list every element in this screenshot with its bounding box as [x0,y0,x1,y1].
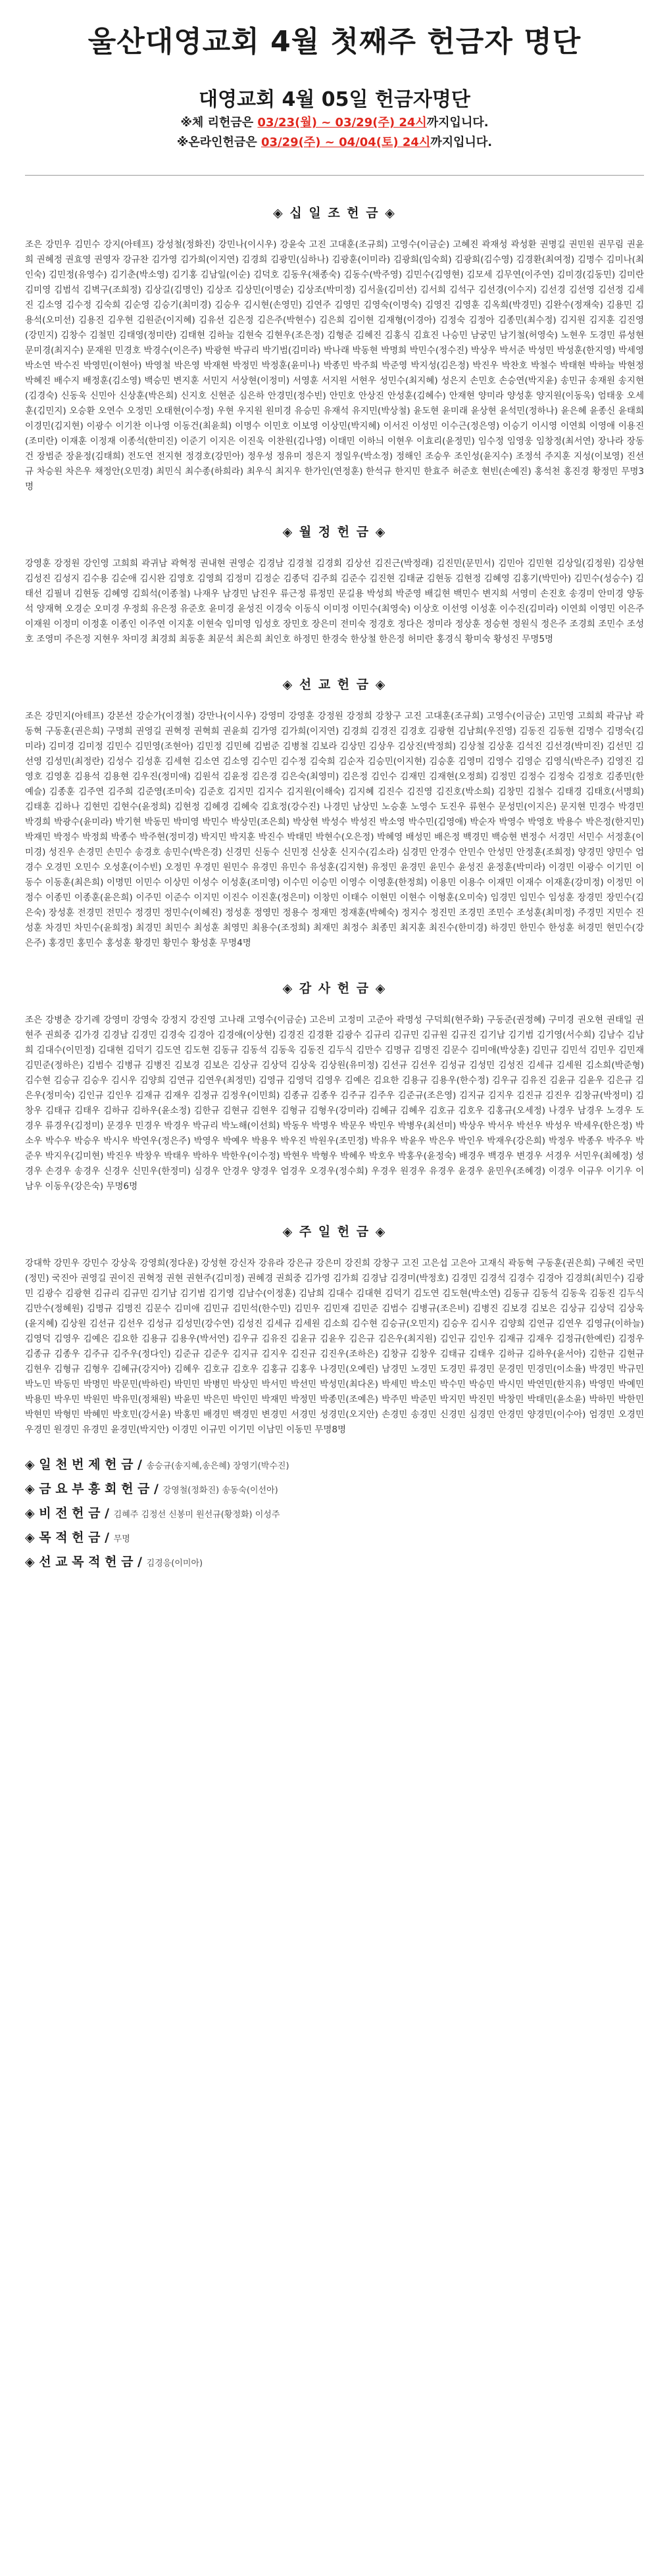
section-heading: ◈ 월 정 헌 금 ◈ [282,525,387,539]
page-title: 울산대영교회 4월 첫째주 헌금자 명단 [87,25,582,59]
section-thanksgiving [25,979,644,1194]
notice-prefix: ※온라인헌금은 [176,135,261,149]
offering-row-friday-revival [25,1478,644,1502]
offering-label: ◈ 비 전 헌 금 / [25,1506,110,1520]
offering-row-vision [25,1502,644,1526]
notice-online [25,133,644,153]
notice-date-range: 03/29(주) ~ 04/04(토) 24시 [260,135,431,149]
notice-offline [25,113,644,133]
donor-names: 강대학 강민우 강민수 강상욱 강영희(정다운) 강성현 강신자 강유라 강은규 강은미 강진희 강창구 고진 고은섭 고은아 고재식 곽동혁 구동훈(권은희) 구혜진 국민(정민) 국진아 권영길 권이진 권혁정 권현 권현주(김미정) 권혜경 권희중 김가영 김가희 김경남 김경미(박정호) 김경민 김경석 김경수 김경아 김경희(최민수) 김광민 김광수 김광현 김규리 김규민 김기남 김기범 김기영 김남수(이정훈) 김남희 김대수 김대현 김덕기 김도연 김도현(박소연) 김동규 김동석 김동욱 김동진 김두식 김만수(정혜원) 김명규 김명진 김문수 김미애 김민규 김민석(한수민) 김민우 김민재 김민준 김범수 김병규(조은비) 김병진 김보경 김보은 김상규 김상덕 김상욱(윤지혜) 김상원 김선규 김선우 김성규 김성민(강수연) 김성진 김세규 김세원 김소희 김수현 김승규(오민지) 김승우 김시우 김양희 김연규 김연우 김영규(이하늘) 김영덕 김영우 김예은 김요한 김용규 김용우(박서연) 김우규 김유진 김윤규 김윤우 김은규 김은우(최지원) 김인규 김인우 김재규 김재우 김정규(한예린) 김정우 김종규 김종우 김주규 김주우(정다인) 김준규 김준우 김지규 김지우 김진규 김진우(조하은) 김창규 김창우 김태규 김태우 김하규 김하우(윤서아) 김한규 김현규 김현우 김형규 김형우 김혜규(강지아) 김혜우 김호규 김호우 김홍규 김홍우 나경민(오예린) 남경민 노경민 도경민 류경민 문경민 민경민(이소율) 박경민 박규민 박노민 박동민 박명민 박문민(박하린) 박민민 박병민 박상민 박서민 박선민 박성민(최다온) 박세민 박소민 박수민 박승민 박시민 박연민(한지유) 박영민 박예민 박용민 박우민 박원민 박유민(정채원) 박윤민 박은민 박인민 박재민 박정민 박종민(조예은) 박주민 박준민 박지민 박진민 박창민 박태민(윤소윤) 박하민 박한민 박현민 박형민 박혜민 박호민(강서윤) 박홍민 배경민 백경민 변경민 서경민 성경민(오지안) 손경민 송경민 신경민 심경민 안경민 양경민(이수아) 엄경민 오경민 우경민 원경민 유경민 윤경민(박지안) 이경민 이규민 이기민 이남민 이동민 무명8명 [25,1258,644,1435]
notice-suffix: 까지입니다. [426,116,489,130]
section-monthly [25,522,644,647]
section-tithe [25,203,644,495]
notice-suffix: 까지입니다. [430,135,493,149]
offering-label: ◈ 선 교 목 적 헌 금 / [25,1555,142,1569]
offering-names: 김경응(이미아) [146,1559,203,1568]
special-offerings [25,1453,644,1575]
section-mission [25,675,644,951]
donor-names: 조은 강민지(아테프) 강본선 강순가(이경철) 강만나(이시우) 강영미 강영훈 강정원 강정희 강창구 고진 고대훈(조규희) 고영수(이금순) 고민영 고희희 곽규남 곽동혁 구동훈(권은희) 구명희 권영길 권혁정 권혁희 권윤희 김가영 김가희(이지연) 김경희 김경진 김경호 김광현 김남희(우진영) 김동진 김동현 김명수 김명숙(김미라) 김미경 김미정 김민수 김민영(조현아) 김민정 김민혜 김범준 김병철 김보라 김상민 김상우 김상진(박정희) 김상철 김상훈 김석진 김선경(박미진) 김선민 김선영 김성민(최정란) 김성수 김성훈 김세현 김소연 김소영 김수민 김수정 김숙희 김순자 김승민(이지현) 김승훈 김영미 김영수 김영순 김영식(박은주) 김영진 김영호 김영훈 김용석 김용현 김우진(정미애) 김원석 김윤정 김은경 김은숙(최영미) 김은정 김인수 김재민 김재현(오정희) 김정민 김정수 김정숙 김정호 김종민(한예슬) 김종훈 김주연 김주희 김준영(조미숙) 김준호 김지민 김지수 김지원(이해숙) 김지혜 김진수 김진영 김진호(박소희) 김창민 김철수 김태경 김태호(서명희) 김태훈 김하나 김현민 김현수(윤정희) 김현정 김혜경 김혜숙 김효정(강수진) 나경민 남상민 노승훈 노영수 도진우 류현수 문성민(이지은) 문지현 민경수 박경민 박경희 박광수(윤미라) 박기현 박동민 박미영 박민수 박상민(조은희) 박상현 박성수 박성진 박소영 박수민(김영애) 박순자 박영수 박영호 박용수 박은정(한지민) 박재민 박정수 박정희 박종수 박주현(정미경) 박지민 박지훈 박진수 박태민 박현수(오은정) 박혜영 배성민 배은정 백경민 백승현 변정수 서경민 서민수 서정훈(이미경) 성진우 손경민 손민수 송경호 송민수(박은경) 신경민 신동수 신민정 신상훈 신지수(김소라) 심경민 안경수 안민수 안성민 안정훈(조희정) 양경민 양민수 엄경수 오경민 오민수 오성훈(이수빈) 오정민 우경민 원민수 유경민 유민수 유성훈(김지현) 유정민 윤경민 윤민수 윤성진 윤정훈(박미라) 이경민 이광수 이기민 이동수 이동훈(최은희) 이명민 이민수 이상민 이성수 이성훈(조미영) 이수민 이승민 이영수 이영훈(한정희) 이용민 이용수 이재민 이재수 이재훈(강미정) 이정민 이정수 이종민 이종훈(윤은희) 이주민 이준수 이지민 이진수 이진훈(정은미) 이창민 이태수 이현민 이현수 이형훈(오미숙) 임경민 임민수 임성훈 장경민 장민수(김은숙) 장성훈 전경민 전민수 정경민 정민수(이혜진) 정성훈 정영민 정용수 정재민 정재훈(박혜숙) 정지수 정진민 조경민 조민수 조성훈(최미정) 주경민 지민수 진성훈 차경민 차민수(윤희정) 최경민 최민수 최성훈 최영민 최용수(조정희) 최재민 최정수 최종민 최지훈 최진수(한미경) 하경민 한민수 한성훈 허경민 현민수(강은주) 홍경민 홍민수 홍성훈 황경민 황민수 황성훈 무명4명 [25,711,644,948]
offering-label: ◈ 금 요 부 흥 회 헌 금 / [25,1482,159,1496]
notice-date-range: 03/23(월) ~ 03/29(주) 24시 [257,116,427,130]
offering-label: ◈ 목 적 헌 금 / [25,1530,110,1545]
offering-row-mission-purpose [25,1551,644,1575]
donor-names: 강영훈 강정원 강인영 고희희 곽귀남 곽혁정 권내현 권영순 김경남 김경철 김경회 김상선 김진근(박정래) 김진민(문민서) 김민아 김민현 김상일(김정원) 김상현 김성진 김성지 김수용 김순애 김시완 김영호 김영희 김정미 김정순 김종덕 김주희 김준수 김진현 김태균 김현동 김현정 김혜영 김홍기(박민아) 김민수(성승수) 김태선 김필녀 김현동 김혜영 김희석(이종철) 나재우 남경민 남진우 류근정 류정민 문길용 박성희 박준영 배길현 백민수 변지희 서영미 손진호 송경미 안미경 양동석 양재혁 오경순 오미경 우정희 유은정 유준호 윤미경 윤성진 이경숙 이동식 이미정 이민수(최영숙) 이상호 이선영 이성훈 이수진(김미라) 이연희 이영민 이은주 이재원 이정미 이정훈 이종인 이주연 이지훈 이현숙 임미영 임성호 장민호 장은미 전미숙 정경호 정다은 정미라 정상훈 정승현 정원식 정은주 조경희 조민수 조성호 조영미 주은정 지현우 차미경 최경희 최동훈 최문석 최은희 최인호 하정민 한경숙 한상철 한은정 허미란 홍경식 황미숙 황성진 무명5명 [25,558,644,644]
offering-row-purpose [25,1526,644,1551]
offering-label: ◈ 일 천 번 제 헌 금 / [25,1457,142,1472]
section-heading: ◈ 십 일 조 헌 금 ◈ [273,206,396,220]
offering-row-thousand [25,1453,644,1478]
page-subtitle: 대영교회 4월 05일 헌금자명단 [199,88,470,111]
offering-names: 김혜주 김정선 신봉미 원선규(황정화) 이성주 [113,1510,280,1520]
divider [25,175,644,176]
donor-names: 조은 강민우 김민수 강지(아테프) 강성철(정화진) 강민나(이시우) 강윤숙 고진 고대훈(조규희) 고영수(이금순) 고혜진 곽재성 곽성환 권명길 권민원 권무림 권윤희 권혜정 권효영 권영자 강규찬 김가영 김가희(이지연) 김경희 김광민(심하나) 김광훈(이미라) 김광희(임숙희) 김광희(김수영) 김경환(최여정) 김명수 김미나(최인숙) 김민정(유영수) 김기춘(박소영) 김기홍 김남일(이순) 김덕호 김동우(채종숙) 김동수(박주영) 김민수(김영현) 김모세 김무연(이주연) 김미경(김동민) 김미란 김미영 김범석 김벽구(조희정) 김상길(김명인) 김상조 김상민(이명순) 김상조(박미정) 김서울(김미선) 김서희 김석구 김선경(이수지) 김선경 김선영 김선정 김세진 김소영 김수정 김숙희 김순영 김승기(최미경) 김승우 김시현(손영민) 김연주 김영민 김영숙(이명숙) 김영진 김영훈 김옥희(박경민) 김완수(정재숙) 김용민 김용석(오미선) 김용진 김우현 김원준(이지혜) 김유선 김은정 김은주(박현수) 김은희 김이현 김재형(이경아) 김정숙 김정아 김종민(최수정) 김지원 김지훈 김진영(강민지) 김창수 김철민 김태영(정미란) 김태현 김하늘 김현숙 김현우(조은정) 김형준 김혜진 김홍식 김효진 나승민 남궁민 남기철(허영숙) 노현우 도경민 류성현 문미경(최지수) 문재원 민경호 박경수(이은주) 박광현 박규리 박기범(김미라) 박나래 박동현 박명희 박민수(정수진) 박상우 박서준 박성민 박성훈(한지영) 박세영 박소연 박수진 박영민(이현아) 박영철 박은영 박재현 박정민 박정훈(윤미나) 박종민 박주희 박준영 박지성(김은정) 박진우 박찬호 박철수 박태현 박하늘 박현정 박혜진 배수지 배정훈(김소영) 백승민 변지훈 서민지 서상현(이정미) 서영훈 서지원 서현우 성민수(최지혜) 성은지 손민호 손승연(박지윤) 송민규 송재원 송지현(김경숙) 신동욱 신민아 신상훈(박은희) 신지호 신현준 심은하 안경민(정수빈) 안민호 안상진 안성훈(김혜수) 안재현 양미라 양성훈 양지원(이동욱) 엄태웅 오세훈(김민지) 오승환 오연수 오정민 오태현(이수정) 우현 우지원 원미경 유승민 유재석 유지민(박상철) 윤도현 윤미래 윤상현 윤석민(정하나) 윤은혜 윤종신 윤태희 이경민(김지현) 이광수 이기찬 이나영 이동건(최윤희) 이명수 이민호 이보영 이상민(박지혜) 이서진 이성민 이수근(정은영) 이승기 이시영 이연희 이영애 이용진(조미란) 이재훈 이정재 이종석(한미진) 이준기 이지은 이진욱 이찬원(김나영) 이태민 이하늬 이현우 이효리(윤정민) 임수정 임영웅 임창정(최서연) 장나라 장동건 장범준 장윤정(김태희) 전도연 전지현 정경호(강민아) 정우성 정유미 정은지 정일우(박소정) 정해인 조승우 조인성(윤지수) 조정석 주지훈 지성(이보영) 진선규 차승원 차은우 채정안(오민경) 최민식 최수종(하희라) 최우식 최지우 한가인(연정훈) 한석규 한지민 한효주 허준호 현빈(손예진) 홍석천 홍진경 황정민 무명3명 [25,239,644,492]
section-sunday [25,1222,644,1438]
offering-names: 무명 [113,1534,130,1544]
section-heading: ◈ 선 교 헌 금 ◈ [282,677,387,692]
donor-names: 조은 강병춘 강기례 강영미 강영숙 강정지 강진영 고나래 고영수(이금순) 고은비 고정미 고준아 곽명성 구덕희(현주화) 구동준(권정혜) 구미경 권오현 권태일 권현주 권희중 김가경 김경남 김경민 김경숙 김경아 김경애(이상현) 김경진 김경환 김광수 김규리 김규민 김규원 김규진 김기남 김기범 김기영(서수희) 김남수 김남희 김대수(이민정) 김대현 김덕기 김도연 김도현 김동규 김동석 김동욱 김동진 김두식 김만수 김명규 김명진 김문수 김미애(박상훈) 김민규 김민석 김민우 김민재 김민준(정하은) 김범수 김병규 김병진 김보경 김보은 김상규 김상덕 김상욱 김상원(유미정) 김선규 김선우 김성규 김성민 김성진 김세규 김세원 김소희(박준형) 김수현 김승규 김승우 김시우 김양희 김연규 김연우(최정민) 김영규 김영덕 김영우 김예은 김요한 김용규 김용우(한수정) 김우규 김유진 김윤규 김윤우 김은규 김은우(정미숙) 김인규 김인우 김재규 김재우 김정규 김정우(이민희) 김종규 김종우 김주규 김주우 김준규(조은영) 김지규 김지우 김진규 김진우 김창규(박정미) 김창우 김태규 김태우 김하규 김하우(윤소정) 김한규 김현규 김현우 김형규 김형우(강미라) 김혜규 김혜우 김호규 김호우 김홍규(오세정) 나경우 남경우 노경우 도경우 류경우(김정미) 문경우 민경우 박경우 박규리 박노해(이선희) 박동우 박명우 박문우 박민우 박병우(최선미) 박상우 박서우 박선우 박성우 박세우(한은정) 박소우 박수우 박승우 박시우 박연우(정은주) 박영우 박예우 박용우 박우진 박원우(조민정) 박유우 박윤우 박은우 박인우 박재우(강은희) 박정우 박종우 박주우 박준우 박지우(김미현) 박진우 박창우 박태우 박하우 박한우(이수정) 박현우 박형우 박혜우 박호우 박홍우(윤정숙) 배경우 백경우 변경우 서경우 서민우(최혜정) 성경우 손경우 송경우 신경우 신민우(한정미) 심경우 안경우 양경우 엄경우 오경우(정수희) 우경우 원경우 유경우 윤경우 윤민우(조혜경) 이경우 이규우 이기우 이남우 이동우(강은숙) 무명6명 [25,1015,644,1192]
offering-names: 강영철(정화진) 송동숙(이선아) [162,1486,278,1495]
section-heading: ◈ 감 사 헌 금 ◈ [282,981,387,996]
offering-names: 송승규(송지혜,송은혜) 장영기(박수진) [146,1461,289,1471]
notice-prefix: ※체 리헌금은 [180,116,258,130]
section-heading: ◈ 주 일 헌 금 ◈ [282,1225,387,1239]
